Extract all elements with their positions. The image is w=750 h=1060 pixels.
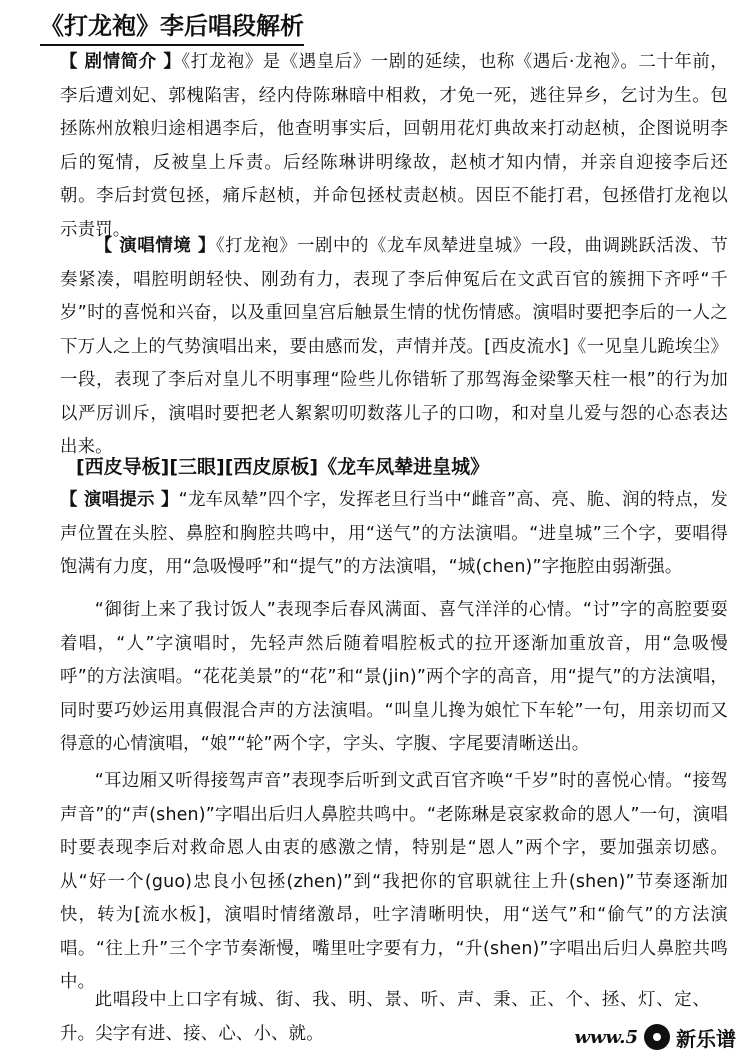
performance-context-text: 《打龙袍》一剧中的《龙车凤辇进皇城》一段，曲调跳跃活泼、节奏紧凑，唱腔明朗轻快、刚劲有力，表现了李后伸冤后在文武百官的簇拥下齐呼“千岁”时的喜悦和兴奋，以及重回皇宫后触景生情的忧伤情感。演唱时要把李后的一人之下万人之上的气势演唱出来，要由感而发，声情并茂。[西皮流水]《一见皇儿跪埃尘》一段，表现了李后对皇儿不明事理“险些儿你错斩了那驾海金梁擎天柱一根”的行为加以严厉训斥，演唱时要把老人絮絮叨叨数落儿子的口吻，和对皇儿爱与怨的心态表达出来。 <box>60 236 728 457</box>
analysis-paragraph-4: 此唱段中上口字有城、街、我、明、景、听、声、秉、正、个、拯、灯、定、升。尖字有进、接、心、小、就。 <box>60 990 710 1044</box>
plot-summary-paragraph <box>60 46 728 247</box>
watermark-brand: 新乐谱 <box>676 1026 736 1051</box>
watermark-url: www.5 <box>574 1026 638 1048</box>
music-note-logo-icon <box>644 1024 670 1050</box>
performance-tips-paragraph <box>60 484 728 585</box>
performance-tips-text: “龙车凤辇”四个字，发挥老旦行当中“雌音”高、亮、脆、润的特点，发声位置在头腔、鼻腔和胸腔共鸣中，用“送气”的方法演唱。“进皇城”三个字，要唱得饱满有力度，用“急吸慢呼”和“提气”的方法演唱，“城(chen)”字拖腔由弱渐强。 <box>60 490 728 577</box>
page-title: 《打龙袍》李后唱段解析 <box>40 6 304 46</box>
analysis-paragraph-3: “耳边厢又听得接驾声音”表现李后听到文武百官齐唤“千岁”时的喜悦心情。“接驾声音”的“声(shen)”字唱出后归人鼻腔共鸣中。“老陈琳是哀家救命的恩人”一句，演唱时要表现李后对救命恩人由衷的感激之情，特别是“恩人”两个字，要加强亲切感。从“好一个(guo)忠良小包拯(zhen)”到“我把你的官职就往上升(shen)”节奏逐渐加快，转为[流水板]，演唱时情绪激昂，吐字清晰明快，用“送气”和“偷气”的方法演唱。“往上升”三个字节奏渐慢，嘴里吐字要有力，“升(shen)”字唱出后归人鼻腔共鸣中。 <box>60 771 728 992</box>
analysis-paragraph-2: “御街上来了我讨饭人”表现李后春风满面、喜气洋洋的心情。“讨”字的高腔要耍着唱，“人”字演唱时，先轻声然后随着唱腔板式的拉开逐渐加重放音，用“急吸慢呼”的方法演唱。“花花美景”的“花”和“景(jin)”两个字的高音，用“提气”的方法演唱，同时要巧妙运用真假混合声的方法演唱。“叫皇儿搀为娘忙下车轮”一句，用亲切而又得意的心情演唱，“娘”“轮”两个字，字头、字腹、字尾要清晰送出。 <box>60 600 728 754</box>
plot-summary-label: 【 剧情简介 】 <box>60 52 182 72</box>
aria-heading: [西皮导板][三眼][西皮原板]《龙车凤辇进皇城》 <box>76 456 490 478</box>
plot-summary-text: 《打龙袍》是《遇皇后》一剧的延续，也称《遇后·龙袍》。二十年前，李后遭刘妃、郭槐陷害，经内侍陈琳暗中相救，才免一死，逃往异乡，乞讨为生。包拯陈州放粮归途相遇李后，他查明事实后，回朝用花灯典故来打动赵桢，企图说明李后的冤情，反被皇上斥责。后经陈琳讲明缘故，赵桢才知内情，并亲自迎接李后还朝。李后封赏包拯，痛斥赵桢，并命包拯杖责赵桢。因臣不能打君，包拯借打龙袍以示责罚。 <box>60 52 729 240</box>
watermark <box>575 1022 736 1052</box>
performance-context-paragraph <box>60 230 728 465</box>
performance-context-label: 【 演唱情境 】 <box>94 236 216 256</box>
performance-tips-label: 【 演唱提示 】 <box>60 490 179 510</box>
